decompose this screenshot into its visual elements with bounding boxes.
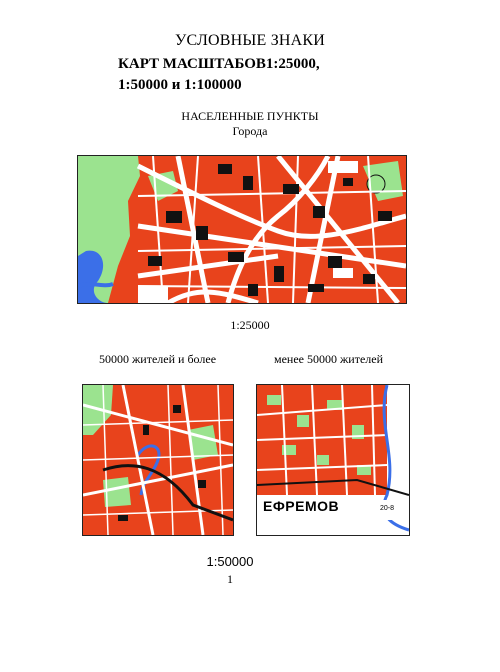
scale-label-50000: 1:50000	[206, 554, 254, 569]
doc-title-line-2: КАРТ МАСШТАБОВ1:25000,	[118, 56, 320, 72]
scale-label-25000: 1:25000	[230, 318, 270, 332]
section-title: НАСЕЛЕННЫЕ ПУНКТЫ	[181, 109, 319, 123]
doc-title-line-3: 1:50000 и 1:100000	[118, 77, 242, 93]
city-map-illustration-large	[78, 156, 406, 303]
city-map-illustration-left	[83, 385, 233, 535]
section-subtitle: Города	[232, 124, 268, 138]
doc-title-line-1: УСЛОВНЫЕ ЗНАКИ	[174, 32, 326, 49]
map-sample-large-city	[82, 384, 234, 536]
elevation-mark-label: 20-8	[380, 505, 395, 512]
map-sample-large	[77, 155, 407, 304]
caption-large-cities: 50000 жителей и более	[99, 352, 217, 366]
caption-small-cities: менее 50000 жителей	[274, 352, 384, 366]
town-label: ЕФРЕМОВ	[263, 498, 340, 514]
page-number: 1	[227, 572, 233, 586]
